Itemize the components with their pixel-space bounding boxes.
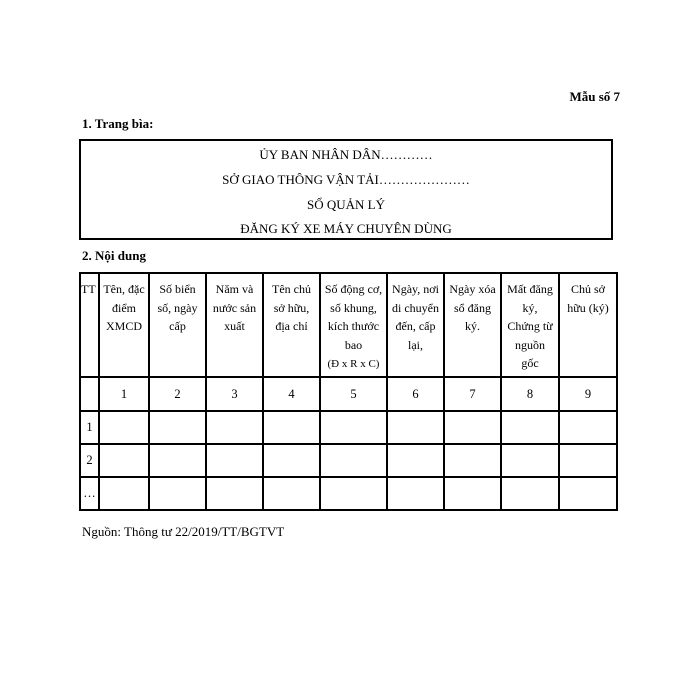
table-cell bbox=[387, 411, 444, 444]
column-number-cell: 2 bbox=[149, 377, 206, 411]
table-cell bbox=[320, 477, 387, 510]
table-row bbox=[80, 444, 617, 477]
table-cell bbox=[559, 444, 617, 477]
section-1-heading: 1. Trang bìa: bbox=[82, 116, 154, 131]
table-cell bbox=[559, 411, 617, 444]
cover-line-book-subtitle: ĐĂNG KÝ XE MÁY CHUYÊN DÙNG bbox=[240, 221, 452, 236]
header-deletion-date: Ngày xóa sổ đăng ký. bbox=[444, 273, 501, 377]
table-cell bbox=[149, 477, 206, 510]
column-number-cell-tt bbox=[80, 377, 99, 411]
table-cell bbox=[444, 477, 501, 510]
header-transfer: Ngày, nơi di chuyển đến, cấp lại, bbox=[387, 273, 444, 377]
table-cell bbox=[501, 444, 559, 477]
column-number-cell: 5 bbox=[320, 377, 387, 411]
table-row bbox=[80, 411, 617, 444]
column-number-cell: 9 bbox=[559, 377, 617, 411]
table-cell bbox=[99, 411, 149, 444]
table-cell bbox=[149, 411, 206, 444]
column-number-cell: 4 bbox=[263, 377, 320, 411]
table-cell bbox=[99, 444, 149, 477]
header-name-features: Tên, đặc điểm XMCD bbox=[99, 273, 149, 377]
table-cell bbox=[501, 411, 559, 444]
form-number: Mẫu số 7 bbox=[569, 89, 620, 104]
section-2-heading: 2. Nội dung bbox=[82, 248, 146, 263]
cover-line-committee: ỦY BAN NHÂN DÂN………… bbox=[259, 147, 433, 162]
column-number-cell: 1 bbox=[99, 377, 149, 411]
table-cell bbox=[206, 444, 263, 477]
column-number-cell: 7 bbox=[444, 377, 501, 411]
table-cell bbox=[501, 477, 559, 510]
source-note: Nguồn: Thông tư 22/2019/TT/BGTVT bbox=[82, 524, 285, 539]
table-cell bbox=[559, 477, 617, 510]
table-cell bbox=[99, 477, 149, 510]
table-cell bbox=[444, 444, 501, 477]
table-cell bbox=[320, 411, 387, 444]
header-engine-frame: Số động cơ, số khung, kích thước bao (Đ x R x C) bbox=[320, 273, 387, 377]
table-cell bbox=[444, 411, 501, 444]
registration-ledger-table bbox=[79, 272, 618, 511]
table-cell bbox=[149, 444, 206, 477]
column-number-cell: 8 bbox=[501, 377, 559, 411]
table-cell bbox=[387, 477, 444, 510]
cover-line-book-title: SỔ QUẢN LÝ bbox=[307, 197, 385, 212]
table-cell bbox=[387, 444, 444, 477]
header-owner: Tên chủ sở hữu, địa chỉ bbox=[263, 273, 320, 377]
table-header-row bbox=[80, 273, 617, 377]
header-lost-registration: Mất đăng ký, Chứng từ nguồn gốc bbox=[501, 273, 559, 377]
cover-line-department: SỞ GIAO THÔNG VẬN TẢI………………… bbox=[222, 172, 470, 187]
header-tt: TT bbox=[80, 273, 99, 377]
row-label: … bbox=[80, 477, 99, 510]
table-cell bbox=[206, 477, 263, 510]
table-cell bbox=[206, 411, 263, 444]
row-label: 1 bbox=[80, 411, 99, 444]
table-cell bbox=[263, 444, 320, 477]
row-label: 2 bbox=[80, 444, 99, 477]
header-owner-signature: Chủ sở hữu (ký) bbox=[559, 273, 617, 377]
column-number-cell: 6 bbox=[387, 377, 444, 411]
table-row bbox=[80, 477, 617, 510]
header-year-country: Năm và nước sản xuất bbox=[206, 273, 263, 377]
table-cell bbox=[320, 444, 387, 477]
table-cell bbox=[263, 411, 320, 444]
header-plate-number: Số biển số, ngày cấp bbox=[149, 273, 206, 377]
cover-page-box bbox=[79, 139, 613, 240]
column-number-cell: 3 bbox=[206, 377, 263, 411]
table-cell bbox=[263, 477, 320, 510]
column-number-row bbox=[80, 377, 617, 411]
